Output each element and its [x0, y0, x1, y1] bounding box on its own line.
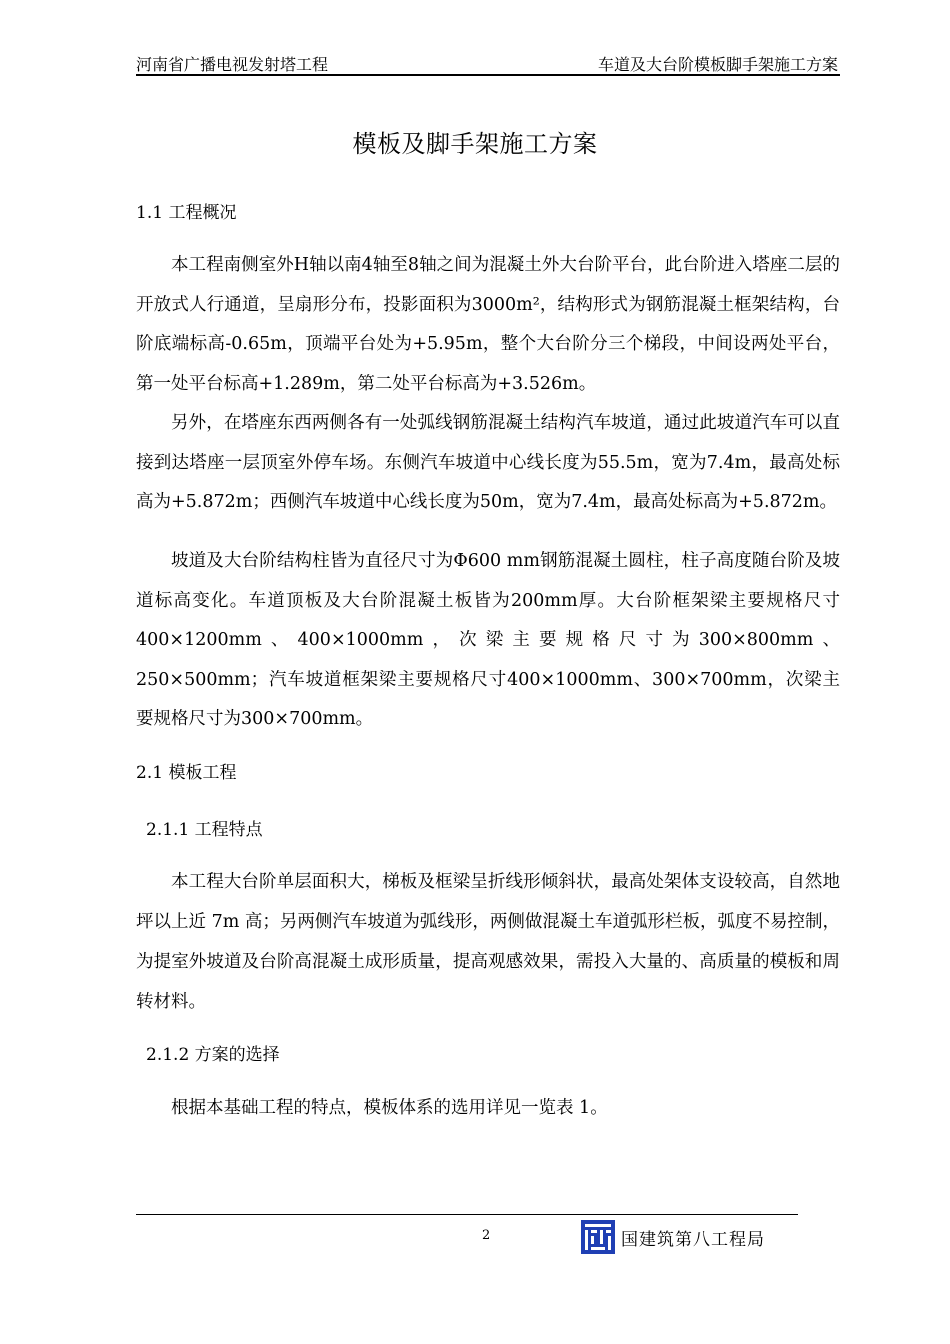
paragraph-overview-2: 另外，在塔座东西两侧各有一处弧线钢筋混凝土结构汽车坡道，通过此坡道汽车可以直接到达塔座一层顶室外停车场。东侧汽车坡道中心线长度为55.5m，宽为7.4m，最高处标高为+5.872m；西侧汽车坡道中心线长度为50m，宽为7.4m，最高处标高为+5.872m。: [136, 413, 840, 512]
company-name: 国建筑第八工程局: [621, 1230, 765, 1250]
page-header: [136, 52, 840, 76]
document-title: 模板及脚手架施工方案: [352, 130, 598, 158]
paragraph-overview-3: 坡道及大台阶结构柱皆为直径尺寸为Φ600 mm钢筋混凝土圆柱，柱子高度随台阶及坡道标高变化。车道顶板及大台阶混凝土板皆为200mm厚。大台阶框架梁主要规格尺寸400×1200mm、400×1000mm，次梁主要规格尺寸为300×800mm、250×500mm；汽车坡道框架梁主要规格尺寸400×1000mm、300×700mm，次梁主要规格尺寸为300×700mm。: [136, 551, 840, 729]
header-document-name: 车道及大台阶模板脚手架施工方案: [597, 55, 838, 74]
paragraph-selection: 根据本基础工程的特点，模板体系的选用详见一览表 1。: [171, 1098, 608, 1118]
header-project-name: 河南省广播电视发射塔工程: [136, 55, 329, 74]
paragraph-overview-1: 本工程南侧室外H轴以南4轴至8轴之间为混凝土外大台阶平台，此台阶进入塔座二层的开放式人行通道，呈扇形分布，投影面积为3000m²，结构形式为钢筋混凝土框架结构，台阶底端标高-0.65m，顶端平台处为+5.95m，整个大台阶分三个梯段，中间设两处平台，第一处平台标高+1.289m，第二处平台标高为+3.526m。: [136, 255, 840, 394]
section-heading-2-1: 2.1 模板工程: [136, 763, 237, 783]
footer-divider: [136, 1214, 798, 1215]
section-heading-2-1-1: 2.1.1 工程特点: [146, 820, 263, 840]
cscec-logo-icon: [581, 1220, 615, 1254]
section-heading-2-1-2: 2.1.2 方案的选择: [146, 1045, 280, 1065]
page-number: 2: [482, 1228, 491, 1243]
paragraph-features: 本工程大台阶单层面积大，梯板及框梁呈折线形倾斜状，最高处架体支设较高，自然地坪以上近 7m 高；另两侧汽车坡道为弧线形，两侧做混凝土车道弧形栏板，弧度不易控制，为提室外坡道及台阶高混凝土成形质量，提高观感效果，需投入大量的、高质量的模板和周转材料。: [136, 872, 840, 1012]
section-heading-1-1: 1.1 工程概况: [136, 203, 237, 223]
